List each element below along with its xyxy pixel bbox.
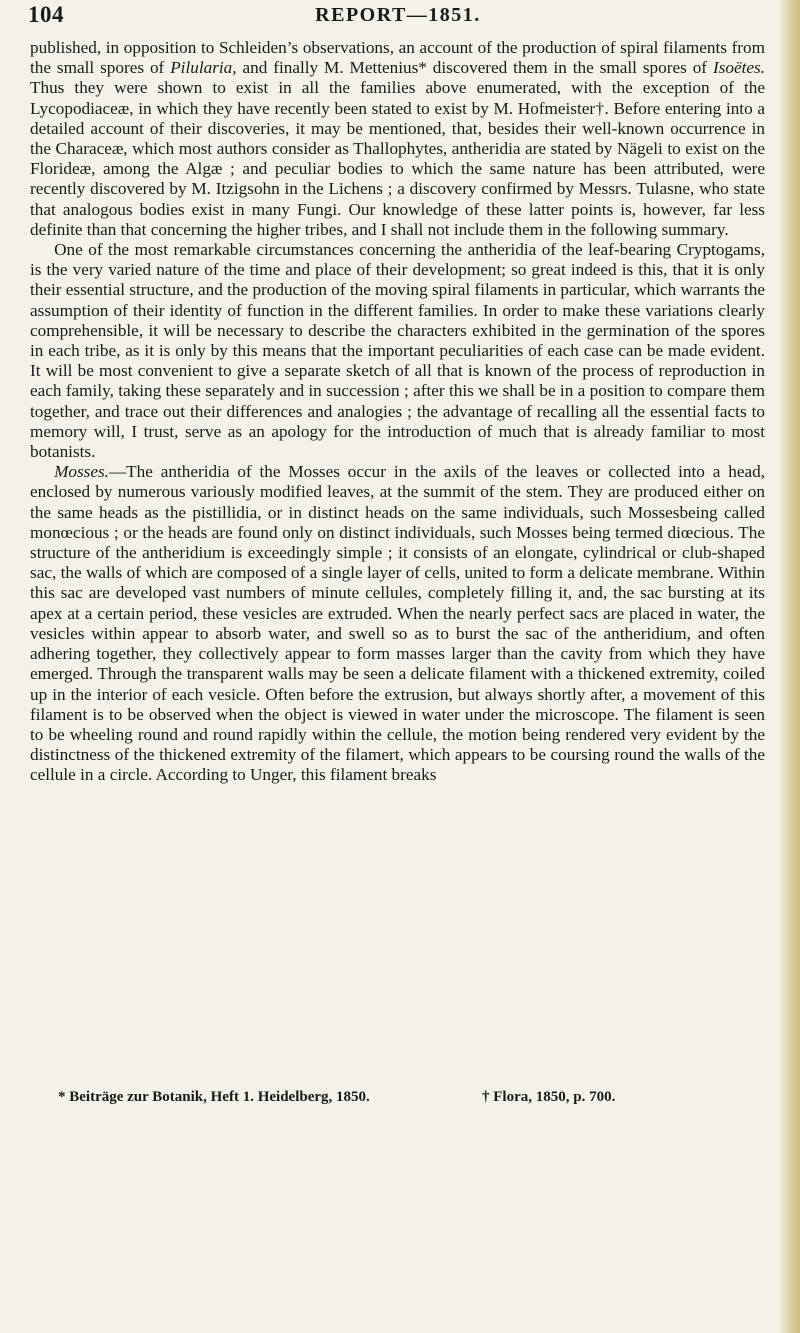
running-head: REPORT—1851. xyxy=(315,4,481,26)
page-edge xyxy=(778,0,800,1333)
body-text xyxy=(30,38,765,786)
paragraph: One of the most remarkable circumstances concerning the antheridia of the leaf-bearing Cryptogams, is the very varied nature of the time and place of their development; so great indeed is this, that it is only their essential structure, and the production of the moving spiral filaments in particular, which warrants the assumption of their identity of function in the different families. In order to make these variations clearly comprehensible, it will be necessary to describe the characters exhibited in the germination of the spores in each tribe, as it is only by this means that the important peculiarities of each case can be made evident. It will be most convenient to give a separate sketch of all that is known of the process of reproduction in each family, taking these separately and in succession ; after this we shall be in a position to compare them together, and trace out their differences and analogies ; the advantage of recalling all the essential facts to memory will, I trust, serve as an apology for the introduction of much that is already familiar to most botanists. xyxy=(30,240,765,462)
paragraph: Mosses.—The antheridia of the Mosses occur in the axils of the leaves or collected into a head, enclosed by numerous variously modified leaves, at the summit of the stem. They are produced either on the same heads as the pistillidia, or in distinct heads on the same individuals, such Mossesbeing called monœcious ; or the heads are found only on distinct individuals, such Mosses being termed diœcious. The structure of the antheridium is exceedingly simple ; it consists of an elongate, cylindrical or club-shaped sac, the walls of which are composed of a single layer of cells, united to form a delicate membrane. Within this sac are developed vast numbers of minute cellules, completely filling it, and, the sac bursting at its apex at a certain period, these vesicles are extruded. When the nearly perfect sacs are placed in water, the vesicles within appear to absorb water, and swell so as to burst the sac of the antheridium, and often adhering together, they collectively appear to form masses larger than the cavity from which they have emerged. Through the transparent walls may be seen a delicate filament with a thickened extremity, coiled up in the interior of each vesicle. Often before the extrusion, but always shortly after, a movement of this filament is to be observed when the object is viewed in water under the microscope. The filament is seen to be wheeling round and round rapidly within the cellule, the motion being rendered very evident by the distinctness of the thickened extremity of the filamert, which appears to be coursing round the walls of the cellule in a circle. According to Unger, this filament breaks xyxy=(30,462,765,785)
footnote-2: † Flora, 1850, p. 700. xyxy=(482,1089,616,1105)
italic-term: Isoëtes. xyxy=(712,58,765,78)
paragraph: published, in opposition to Schleiden’s observations, an account of the production of spiral filaments from the small spores of Pilularia, and finally M. Mettenius* discovered them in the small spores of Isoëtes. Thus they were shown to exist in all the families above enumerated, with the exception of the Lycopodiaceæ, in which they have recently been stated to exist by M. Hofmeister†. Before entering into a detailed account of their discoveries, it may be mentioned, that, besides their well-known occurrence in the Characeæ, which most authors consider as Thallophytes, antheridia are stated by Nägeli to exist on the Florideæ, among the Algæ ; and peculiar bodies to which the same nature has been attributed, were recently discovered by M. Itzigsohn in the Lichens ; a discovery confirmed by Messrs. Tulasne, who state that analogous bodies exist in many Fungi. Our knowledge of these latter points is, however, far less definite than that concerning the higher tribes, and I shall not include them in the following summary. xyxy=(30,38,765,239)
italic-term: Pilularia, xyxy=(170,58,237,78)
page-header xyxy=(28,2,768,28)
footnote-1: * Beiträge zur Botanik, Heft 1. Heidelberg, 1850. xyxy=(58,1089,370,1105)
page-number: 104 xyxy=(28,2,64,27)
italic-term: Mosses. xyxy=(54,462,109,482)
